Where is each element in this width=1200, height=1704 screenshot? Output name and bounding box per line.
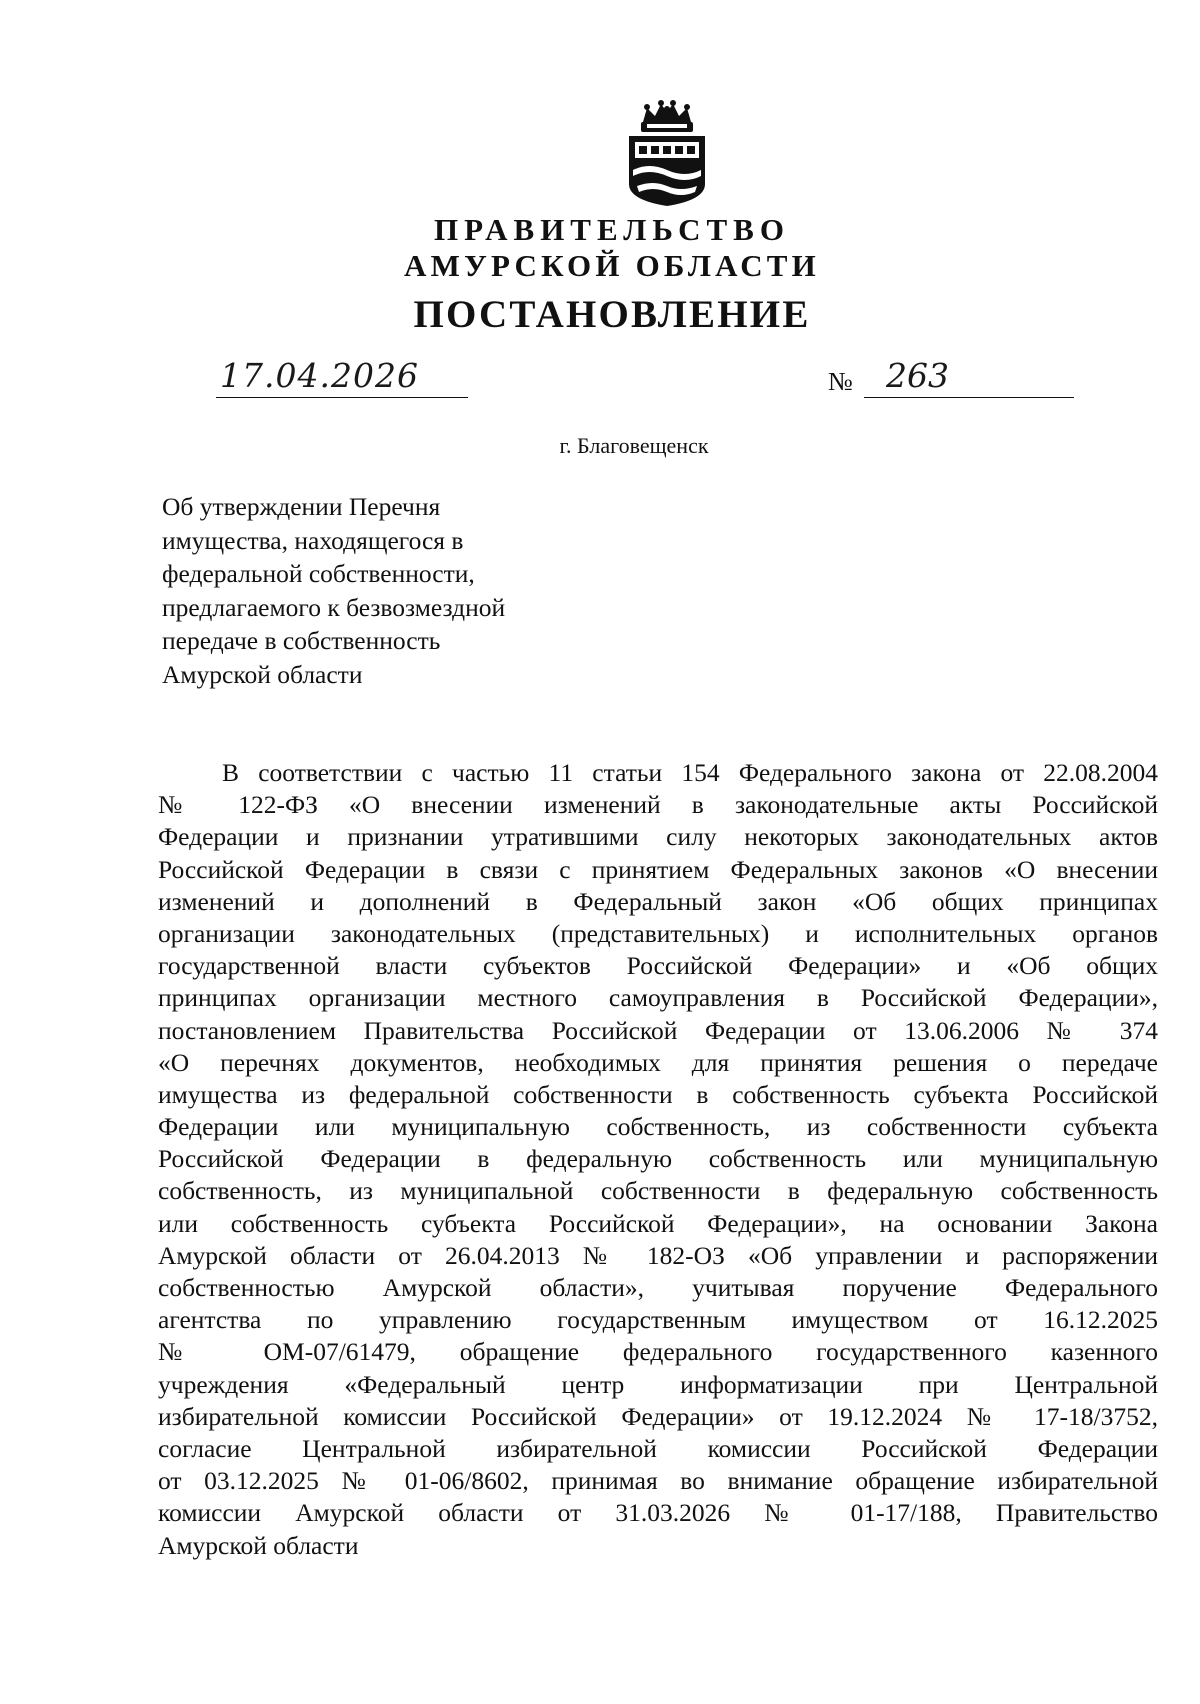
subject-line: передаче в собственность (162, 626, 441, 656)
body-line: согласие Центральной избирательной комиссии Российской Федерации (158, 1433, 1158, 1463)
document-type-title: ПОСТАНОВЛЕНИЕ (413, 293, 811, 336)
subject-line: Амурской области (162, 659, 363, 689)
body-line: Федерации и признании утратившими силу некоторых законодательных актов (158, 822, 1158, 852)
body-line: агентства по управлению государственным имуществом от 16.12.2025 (158, 1305, 1158, 1335)
subject-line: имущества, находящегося в (162, 525, 464, 555)
subject-line: Об утверждении Перечня (162, 492, 441, 521)
body-line: № ОМ-07/61479, обращение федерального государственного казенного (158, 1337, 1158, 1367)
body-line: В соответствии с частью 11 статьи 154 Федерального закона от 22.08.2004 (222, 758, 1158, 787)
body-line: Российской Федерации в связи с принятием Федеральных законов «О внесении (158, 854, 1158, 884)
document-date: 17.04.2026 (220, 356, 419, 395)
document-number: 263 (886, 356, 949, 395)
document-number-label: № (828, 367, 853, 396)
document-date-field (216, 357, 468, 398)
body-line: собственностью Амурской области», учитывая поручение Федерального (158, 1273, 1158, 1302)
issuing-city: г. Благовещенск (559, 433, 709, 458)
body-line: от 03.12.2025 № 01-06/8602, принимая во внимание обращение избирательной (158, 1466, 1158, 1496)
preamble-text (158, 757, 1158, 1562)
body-line: имущества из федеральной собственности в собственность субъекта Российской (158, 1079, 1158, 1109)
body-line: учреждения «Федеральный центр информатизации при Центральной (158, 1369, 1158, 1399)
document-number-field (864, 357, 1074, 398)
body-line: постановлением Правительства Российской Федерации от 13.06.2006 № 374 (158, 1015, 1158, 1045)
body-line: изменений и дополнений в Федеральный закон «Об общих принципах (158, 886, 1158, 916)
body-line: или собственность субъекта Российской Федерации», на основании Закона (158, 1208, 1158, 1238)
document-subject (162, 490, 602, 692)
body-line: Федерации или муниципальную собственность, из собственности субъекта (158, 1112, 1158, 1142)
authority-name-line2: АМУРСКОЙ ОБЛАСТИ (404, 248, 820, 283)
body-line: государственной власти субъектов Российской Федерации» и «Об общих (158, 951, 1158, 981)
subject-line: федеральной собственности, (162, 559, 475, 589)
body-line: избирательной комиссии Российской Федерации» от 19.12.2024 № 17-18/3752, (158, 1401, 1158, 1431)
body-line: № 122-ФЗ «О внесении изменений в законодательные акты Российской (158, 790, 1158, 820)
coat-of-arms-emblem (619, 100, 715, 208)
subject-line: предлагаемого к безвозмездной (162, 592, 506, 622)
body-line: Амурской области (158, 1530, 359, 1560)
body-line: Российской Федерации в федеральную собственность или муниципальную (158, 1144, 1158, 1174)
body-line: «О перечнях документов, необходимых для принятия решения о передаче (158, 1047, 1158, 1077)
body-line: комиссии Амурской области от 31.03.2026 № 01-17/188, Правительство (158, 1498, 1158, 1528)
body-line: принципах организации местного самоуправления в Российской Федерации», (158, 983, 1158, 1013)
body-line: собственность, из муниципальной собственности в федеральную собственность (158, 1176, 1158, 1206)
authority-name-line1: ПРАВИТЕЛЬСТВО (434, 212, 790, 247)
body-line: организации законодательных (представительных) и исполнительных органов (158, 918, 1158, 948)
body-line: Амурской области от 26.04.2013 № 182-ОЗ «Об управлении и распоряжении (158, 1240, 1158, 1270)
